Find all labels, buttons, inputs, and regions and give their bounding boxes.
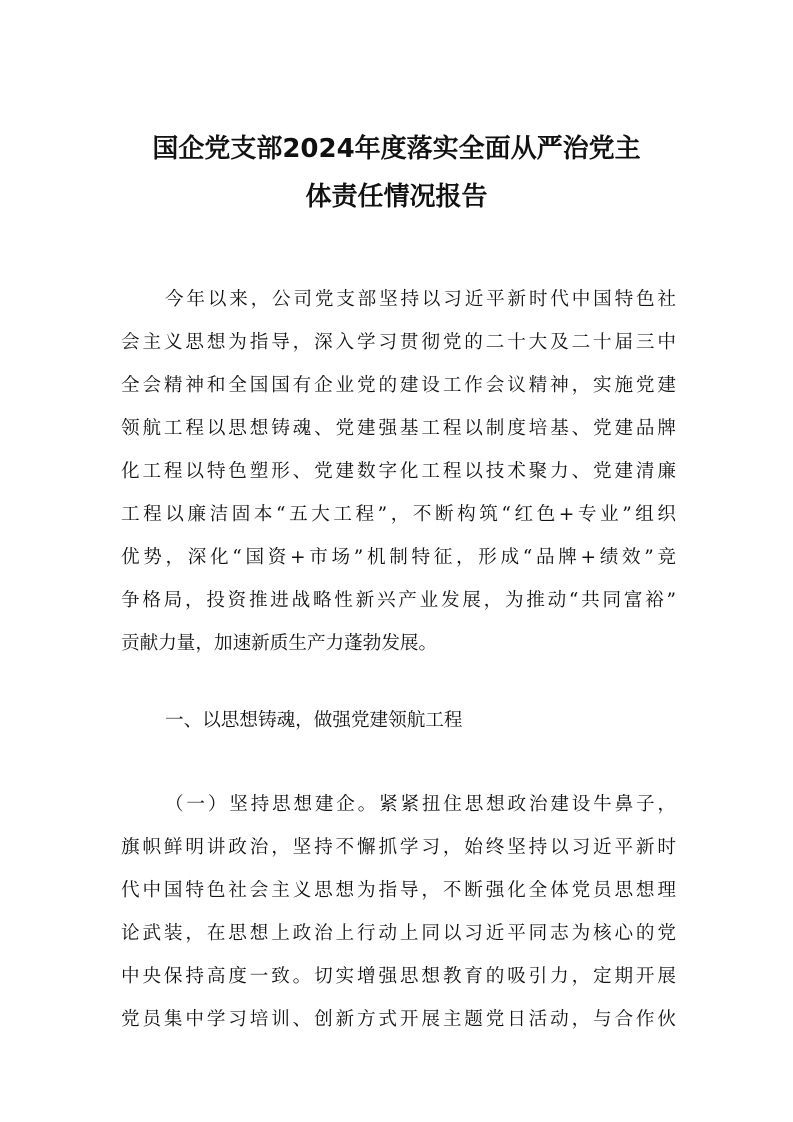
paragraph-line: （一）坚持思想建企。紧紧扭住思想政治建设牛鼻子， (165, 794, 676, 815)
paragraph-line: 代中国特色社会主义思想为指导，不断强化全体党员思想理 (121, 880, 676, 901)
paragraph-line: 旗帜鲜明讲政治，坚持不懈抓学习，始终坚持以习近平新时 (121, 837, 676, 858)
paragraph-line: 论武装，在思想上政治上行动上同以习近平同志为核心的党 (121, 923, 676, 944)
paragraph-line: 今年以来，公司党支部坚持以习近平新时代中国特色社 (165, 289, 676, 310)
paragraph-line: 贡献力量，加速新质生产力蓬勃发展。 (121, 633, 438, 654)
paragraph-line: 全会精神和全国国有企业党的建设工作会议精神，实施党建 (121, 375, 676, 396)
paragraph-line: 工程以廉洁固本“五大工程”，不断构筑“红色+专业”组织 (121, 504, 676, 525)
paragraph-line: 争格局，投资推进战略性新兴产业发展，为推动“共同富裕” (121, 590, 676, 611)
paragraph-line: 化工程以特色塑形、党建数字化工程以技术聚力、党建清廉 (121, 461, 676, 482)
paragraph-line: 中央保持高度一致。切实增强思想教育的吸引力，定期开展 (121, 966, 676, 987)
document-title-line-1: 国企党支部2024年度落实全面从严治党主 (152, 134, 641, 164)
paragraph-line: 领航工程以思想铸魂、党建强基工程以制度培基、党建品牌 (121, 418, 676, 439)
document-title-line-2: 体责任情况报告 (305, 182, 488, 212)
paragraph-line: 优势，深化“国资+市场”机制特征，形成“品牌+绩效”竞 (121, 547, 676, 568)
paragraph-line: 会主义思想为指导，深入学习贯彻党的二十大及二十届三中 (121, 332, 676, 353)
section-heading: 一、以思想铸魂，做强党建领航工程 (165, 710, 463, 731)
paragraph-line: 党员集中学习培训、创新方式开展主题党日活动，与合作伙 (121, 1009, 676, 1030)
